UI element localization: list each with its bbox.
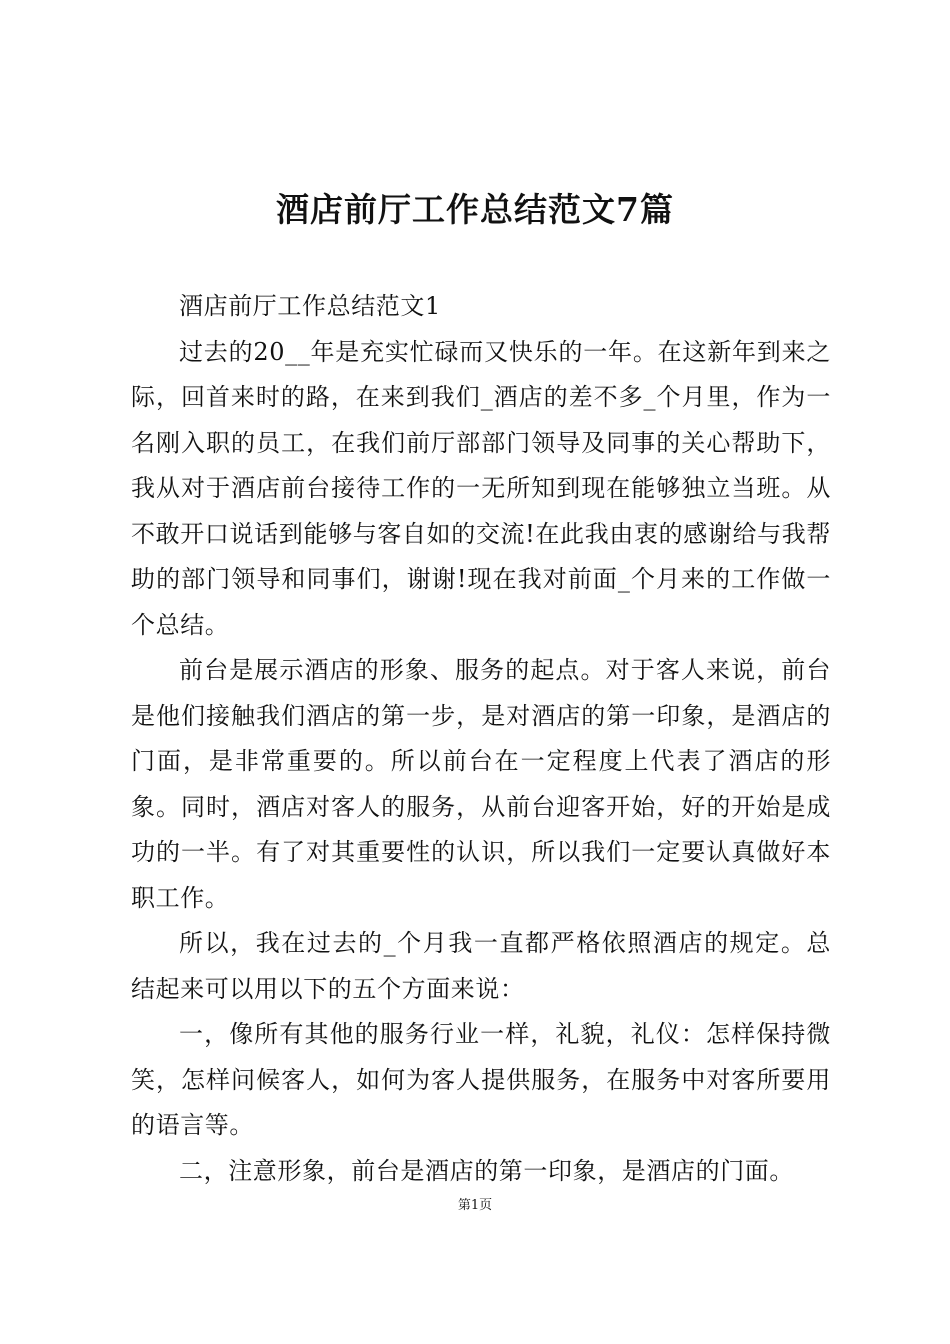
page-number: 第1页 xyxy=(457,1198,493,1213)
body-paragraph: 二，注意形象，前台是酒店的第一印象，是酒店的门面。 xyxy=(179,1156,794,1185)
document-title: 酒店前厅工作总结范文7篇 xyxy=(276,190,674,229)
section-heading: 酒店前厅工作总结范文1 xyxy=(179,292,441,320)
body-paragraph: 前台是展示酒店的形象、服务的起点。对于客人来说，前台是他们接触我们酒店的第一步，是对酒店的第一印象，是酒店的门面，是非常重要的。所以前台在一定程度上代表了酒店的形象。同时，酒店对客人的服务，从前台迎客开始，好的开始是成功的一半。有了对其重要性的认识，所以我们一定要认真做好本职工作。 xyxy=(131,656,831,912)
body-paragraph: 一，像所有其他的服务行业一样，礼貌，礼仪：怎样保持微笑，怎样问候客人，如何为客人提供服务，在服务中对客所要用的语言等。 xyxy=(131,1020,831,1139)
body-paragraph: 所以，我在过去的_个月我一直都严格依照酒店的规定。总结起来可以用以下的五个方面来说： xyxy=(131,929,831,1003)
document-body xyxy=(131,284,831,1194)
body-paragraph: 过去的20__年是充实忙碌而又快乐的一年。在这新年到来之际，回首来时的路，在来到我们_酒店的差不多_个月里，作为一名刚入职的员工，在我们前厅部部门领导及同事的关心帮助下，我从对于酒店前台接待工作的一无所知到现在能够独立当班。从不敢开口说话到能够与客自如的交流!在此我由衷的感谢给与我帮助的部门领导和同事们，谢谢!现在我对前面_个月来的工作做一个总结。 xyxy=(131,337,831,639)
